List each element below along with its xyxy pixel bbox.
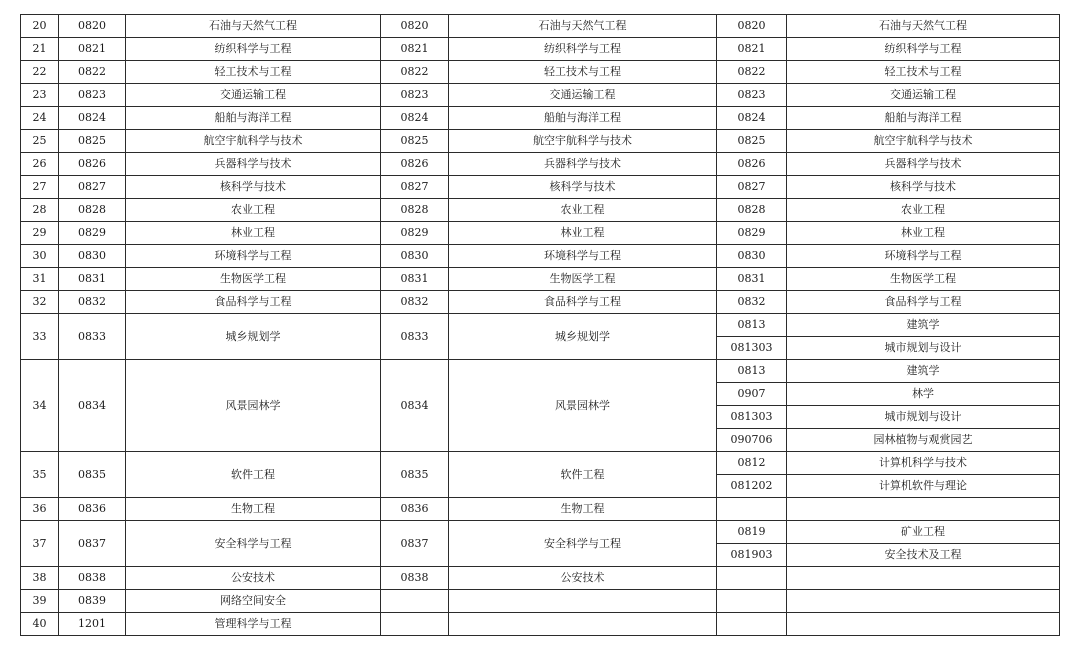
mapped-code-cell: 0827 (381, 176, 449, 199)
sub-name-cell: 城市规划与设计 (787, 337, 1060, 360)
sub-code-cell: 081303 (717, 406, 787, 429)
row-number-cell: 36 (21, 498, 59, 521)
sub-code-cell: 0820 (717, 15, 787, 38)
mapped-code-cell: 0835 (381, 452, 449, 498)
sub-code-cell: 0813 (717, 314, 787, 337)
discipline-name-cell: 网络空间安全 (126, 590, 381, 613)
discipline-code-cell: 0834 (59, 360, 126, 452)
mapped-name-cell: 食品科学与工程 (449, 291, 717, 314)
table-row (21, 222, 1060, 245)
discipline-name-cell: 农业工程 (126, 199, 381, 222)
sub-code-cell: 0825 (717, 130, 787, 153)
mapped-code-cell: 0831 (381, 268, 449, 291)
discipline-name-cell: 船舶与海洋工程 (126, 107, 381, 130)
table-row (21, 199, 1060, 222)
mapped-code-cell (381, 590, 449, 613)
mapped-name-cell: 风景园林学 (449, 360, 717, 452)
mapped-name-cell: 城乡规划学 (449, 314, 717, 360)
mapped-code-cell: 0822 (381, 61, 449, 84)
mapped-name-cell: 公安技术 (449, 567, 717, 590)
discipline-name-cell: 管理科学与工程 (126, 613, 381, 636)
sub-name-cell: 建筑学 (787, 360, 1060, 383)
sub-code-cell: 0821 (717, 38, 787, 61)
discipline-code-cell: 0831 (59, 268, 126, 291)
sub-name-cell: 城市规划与设计 (787, 406, 1060, 429)
sub-name-cell: 林学 (787, 383, 1060, 406)
discipline-code-cell: 0823 (59, 84, 126, 107)
discipline-name-cell: 安全科学与工程 (126, 521, 381, 567)
mapped-code-cell: 0824 (381, 107, 449, 130)
mapped-name-cell (449, 613, 717, 636)
mapped-name-cell: 生物医学工程 (449, 268, 717, 291)
table-row (21, 291, 1060, 314)
row-number-cell: 20 (21, 15, 59, 38)
table-row (21, 61, 1060, 84)
discipline-code-cell: 0830 (59, 245, 126, 268)
sub-code-cell: 0826 (717, 153, 787, 176)
sub-code-cell (717, 567, 787, 590)
mapped-name-cell: 航空宇航科学与技术 (449, 130, 717, 153)
row-number-cell: 23 (21, 84, 59, 107)
discipline-name-cell: 石油与天然气工程 (126, 15, 381, 38)
discipline-name-cell: 航空宇航科学与技术 (126, 130, 381, 153)
row-number-cell: 28 (21, 199, 59, 222)
mapped-name-cell: 软件工程 (449, 452, 717, 498)
discipline-name-cell: 城乡规划学 (126, 314, 381, 360)
discipline-name-cell: 环境科学与工程 (126, 245, 381, 268)
discipline-name-cell: 轻工技术与工程 (126, 61, 381, 84)
sub-code-cell (717, 613, 787, 636)
discipline-name-cell: 兵器科学与技术 (126, 153, 381, 176)
row-number-cell: 24 (21, 107, 59, 130)
discipline-code-cell: 0828 (59, 199, 126, 222)
sub-code-cell: 081303 (717, 337, 787, 360)
table-row (21, 130, 1060, 153)
sub-code-cell (717, 590, 787, 613)
sub-code-cell: 0832 (717, 291, 787, 314)
mapped-code-cell: 0821 (381, 38, 449, 61)
sub-name-cell: 生物医学工程 (787, 268, 1060, 291)
discipline-name-cell: 软件工程 (126, 452, 381, 498)
row-number-cell: 26 (21, 153, 59, 176)
discipline-name-cell: 林业工程 (126, 222, 381, 245)
discipline-table-body (21, 15, 1060, 636)
table-row (21, 567, 1060, 590)
discipline-code-cell: 0832 (59, 291, 126, 314)
sub-name-cell: 核科学与技术 (787, 176, 1060, 199)
table-row (21, 153, 1060, 176)
sub-name-cell: 环境科学与工程 (787, 245, 1060, 268)
mapped-code-cell (381, 613, 449, 636)
table-row (21, 268, 1060, 291)
row-number-cell: 32 (21, 291, 59, 314)
discipline-table (20, 14, 1060, 636)
mapped-name-cell: 船舶与海洋工程 (449, 107, 717, 130)
row-number-cell: 31 (21, 268, 59, 291)
table-row (21, 452, 1060, 475)
discipline-code-cell: 0838 (59, 567, 126, 590)
discipline-code-cell: 0822 (59, 61, 126, 84)
sub-code-cell: 0823 (717, 84, 787, 107)
table-row (21, 590, 1060, 613)
discipline-name-cell: 生物工程 (126, 498, 381, 521)
discipline-code-cell: 0821 (59, 38, 126, 61)
row-number-cell: 39 (21, 590, 59, 613)
sub-name-cell: 林业工程 (787, 222, 1060, 245)
table-row (21, 245, 1060, 268)
sub-code-cell: 0828 (717, 199, 787, 222)
sub-name-cell: 石油与天然气工程 (787, 15, 1060, 38)
mapped-name-cell: 纺织科学与工程 (449, 38, 717, 61)
discipline-code-cell: 0820 (59, 15, 126, 38)
row-number-cell: 21 (21, 38, 59, 61)
sub-name-cell: 计算机科学与技术 (787, 452, 1060, 475)
mapped-code-cell: 0823 (381, 84, 449, 107)
sub-name-cell: 计算机软件与理论 (787, 475, 1060, 498)
row-number-cell: 29 (21, 222, 59, 245)
table-row (21, 521, 1060, 544)
mapped-name-cell: 兵器科学与技术 (449, 153, 717, 176)
discipline-code-cell: 0833 (59, 314, 126, 360)
sub-name-cell: 纺织科学与工程 (787, 38, 1060, 61)
sub-name-cell (787, 567, 1060, 590)
row-number-cell: 40 (21, 613, 59, 636)
table-row (21, 613, 1060, 636)
row-number-cell: 25 (21, 130, 59, 153)
sub-name-cell: 食品科学与工程 (787, 291, 1060, 314)
table-row (21, 176, 1060, 199)
mapped-name-cell: 核科学与技术 (449, 176, 717, 199)
discipline-name-cell: 纺织科学与工程 (126, 38, 381, 61)
mapped-code-cell: 0834 (381, 360, 449, 452)
mapped-code-cell: 0832 (381, 291, 449, 314)
mapped-code-cell: 0826 (381, 153, 449, 176)
sub-code-cell: 0831 (717, 268, 787, 291)
discipline-name-cell: 食品科学与工程 (126, 291, 381, 314)
sub-code-cell: 0819 (717, 521, 787, 544)
table-row (21, 107, 1060, 130)
table-row (21, 15, 1060, 38)
discipline-name-cell: 核科学与技术 (126, 176, 381, 199)
mapped-code-cell: 0829 (381, 222, 449, 245)
sub-code-cell: 081903 (717, 544, 787, 567)
row-number-cell: 22 (21, 61, 59, 84)
discipline-name-cell: 生物医学工程 (126, 268, 381, 291)
discipline-code-cell: 0827 (59, 176, 126, 199)
sub-name-cell: 航空宇航科学与技术 (787, 130, 1060, 153)
sub-code-cell: 0829 (717, 222, 787, 245)
sub-name-cell: 矿业工程 (787, 521, 1060, 544)
discipline-name-cell: 风景园林学 (126, 360, 381, 452)
mapped-code-cell: 0825 (381, 130, 449, 153)
discipline-code-cell: 0829 (59, 222, 126, 245)
row-number-cell: 34 (21, 360, 59, 452)
table-row (21, 498, 1060, 521)
discipline-code-cell: 0824 (59, 107, 126, 130)
sub-name-cell: 建筑学 (787, 314, 1060, 337)
sub-name-cell: 农业工程 (787, 199, 1060, 222)
row-number-cell: 38 (21, 567, 59, 590)
row-number-cell: 35 (21, 452, 59, 498)
sub-name-cell (787, 498, 1060, 521)
mapped-code-cell: 0830 (381, 245, 449, 268)
mapped-code-cell: 0837 (381, 521, 449, 567)
sub-name-cell: 兵器科学与技术 (787, 153, 1060, 176)
mapped-name-cell: 林业工程 (449, 222, 717, 245)
discipline-code-cell: 0835 (59, 452, 126, 498)
mapped-code-cell: 0836 (381, 498, 449, 521)
sub-name-cell: 船舶与海洋工程 (787, 107, 1060, 130)
sub-name-cell: 轻工技术与工程 (787, 61, 1060, 84)
mapped-code-cell: 0820 (381, 15, 449, 38)
mapped-name-cell: 农业工程 (449, 199, 717, 222)
row-number-cell: 30 (21, 245, 59, 268)
discipline-code-cell: 1201 (59, 613, 126, 636)
discipline-code-cell: 0836 (59, 498, 126, 521)
table-row (21, 314, 1060, 337)
sub-code-cell: 0824 (717, 107, 787, 130)
discipline-name-cell: 公安技术 (126, 567, 381, 590)
table-row (21, 84, 1060, 107)
sub-name-cell (787, 613, 1060, 636)
mapped-code-cell: 0833 (381, 314, 449, 360)
mapped-name-cell (449, 590, 717, 613)
discipline-name-cell: 交通运输工程 (126, 84, 381, 107)
mapped-code-cell: 0838 (381, 567, 449, 590)
sub-code-cell: 0813 (717, 360, 787, 383)
row-number-cell: 33 (21, 314, 59, 360)
sub-code-cell: 0907 (717, 383, 787, 406)
sub-code-cell (717, 498, 787, 521)
sub-code-cell: 0812 (717, 452, 787, 475)
row-number-cell: 37 (21, 521, 59, 567)
sub-code-cell: 090706 (717, 429, 787, 452)
sub-code-cell: 0822 (717, 61, 787, 84)
mapped-name-cell: 轻工技术与工程 (449, 61, 717, 84)
mapped-name-cell: 石油与天然气工程 (449, 15, 717, 38)
sub-code-cell: 0830 (717, 245, 787, 268)
discipline-code-cell: 0826 (59, 153, 126, 176)
row-number-cell: 27 (21, 176, 59, 199)
mapped-code-cell: 0828 (381, 199, 449, 222)
discipline-code-cell: 0839 (59, 590, 126, 613)
sub-name-cell (787, 590, 1060, 613)
mapped-name-cell: 安全科学与工程 (449, 521, 717, 567)
mapped-name-cell: 生物工程 (449, 498, 717, 521)
sub-name-cell: 安全技术及工程 (787, 544, 1060, 567)
table-row (21, 38, 1060, 61)
discipline-code-cell: 0825 (59, 130, 126, 153)
discipline-code-cell: 0837 (59, 521, 126, 567)
table-row (21, 360, 1060, 383)
mapped-name-cell: 交通运输工程 (449, 84, 717, 107)
mapped-name-cell: 环境科学与工程 (449, 245, 717, 268)
sub-name-cell: 交通运输工程 (787, 84, 1060, 107)
sub-code-cell: 081202 (717, 475, 787, 498)
sub-code-cell: 0827 (717, 176, 787, 199)
sub-name-cell: 园林植物与观赏园艺 (787, 429, 1060, 452)
